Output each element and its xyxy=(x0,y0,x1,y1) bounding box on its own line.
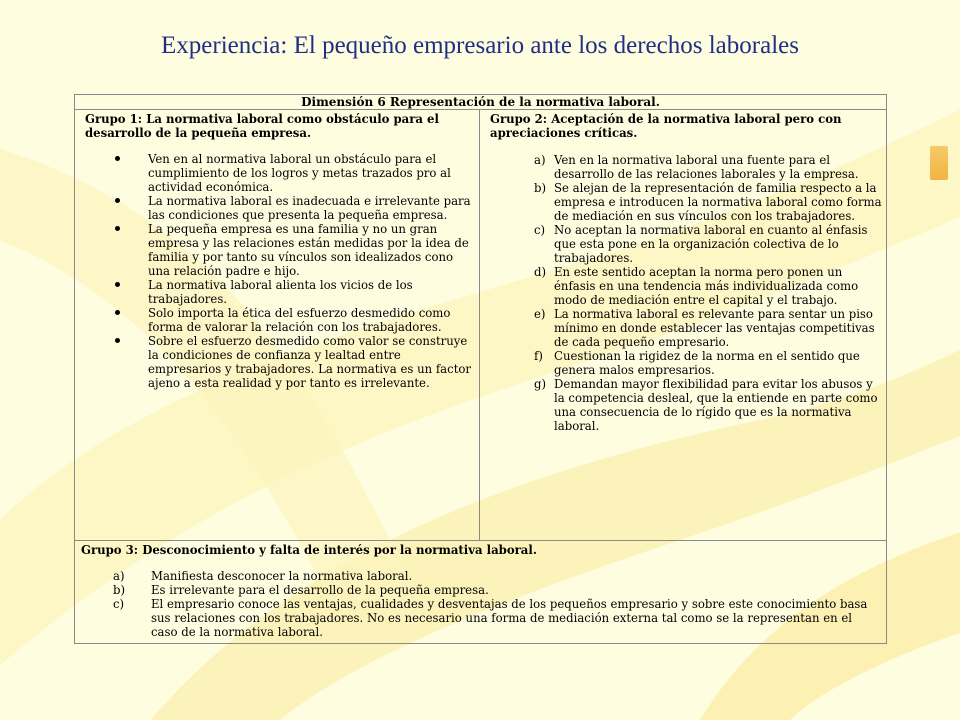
list-item: d) En este sentido aceptan la norma pero ponen un énfasis en una tendencia más individualizada como modo de mediación entre el capital y el trabajo. xyxy=(534,265,859,307)
list-item: f) Cuestionan la rigidez de la norma en el sentido que genera malos empresarios. xyxy=(534,349,860,377)
group2-list xyxy=(484,153,886,433)
bullet-icon xyxy=(115,282,120,287)
group3-cell xyxy=(75,541,887,644)
table-header: Dimensión 6 Representación de la normativa laboral. xyxy=(75,95,887,110)
group2-cell xyxy=(480,110,887,541)
bullet-icon xyxy=(115,198,120,203)
list-item: b) Se alejan de la representación de familia respecto a la empresa e introducen la normativa laboral como forma de mediación en sus vínculos con los trabajadores. xyxy=(534,181,882,223)
list-item: a) Ven en la normativa laboral una fuente para el desarrollo de las relaciones laborales y la empresa. xyxy=(534,153,859,181)
list-item: Ven en al normativa laboral un obstáculo para el cumplimiento de los logros y metas trazados pro al actividad económica. xyxy=(79,152,479,194)
list-item: e) La normativa laboral es relevante para sentar un piso mínimo en donde establecer las ventajas competitivas de cada pequeño empresario. xyxy=(534,307,875,349)
bullet-icon xyxy=(115,338,120,343)
representation-table xyxy=(74,94,887,644)
list-item: La normativa laboral es inadecuada e irrelevante para las condiciones que presenta la pequeña empresa. xyxy=(79,194,479,222)
list-item: b) Es irrelevante para el desarrollo de la pequeña empresa. xyxy=(113,583,489,597)
list-item: La pequeña empresa es una familia y no un gran empresa y las relaciones están medidas por la idea de familia y por tanto su vínculos son idealizados cono una relación padre e hijo. xyxy=(79,222,479,278)
bullet-icon xyxy=(115,156,120,161)
group3-title: Grupo 3: Desconocimiento y falta de interés por la normativa laboral. xyxy=(81,543,537,557)
list-item: c) No aceptan la normativa laboral en cuanto al énfasis que esta pone en la organización colectiva de lo trabajadores. xyxy=(534,223,868,265)
list-item: Sobre el esfuerzo desmedido como valor se construye la condiciones de confianza y lealtad entre empresarios y trabajadores. La normativa es un factor ajeno a esta realidad y por tanto es irrelevante. xyxy=(79,334,479,390)
list-item: a) Manifiesta desconocer la normativa laboral. xyxy=(113,569,413,583)
group3-list xyxy=(81,569,886,639)
slide-title: Experiencia: El pequeño empresario ante los derechos laborales xyxy=(161,32,799,59)
group1-title: Grupo 1: La normativa laboral como obstáculo para el desarrollo de la pequeña empresa. xyxy=(85,112,439,140)
list-item: g) Demandan mayor flexibilidad para evitar los abusos y la competencia desleal, que la entiende en parte como una consecuencia de lo rígido que es la normativa laboral. xyxy=(534,377,878,433)
bullet-icon xyxy=(115,226,120,231)
list-item: Solo importa la ética del esfuerzo desmedido como forma de valorar la relación con los trabajadores. xyxy=(79,306,479,334)
list-item: La normativa laboral alienta los vicios de los trabajadores. xyxy=(79,278,479,306)
group2-title: Grupo 2: Aceptación de la normativa laboral pero con apreciaciones críticas. xyxy=(490,112,842,140)
list-item: c) El empresario conoce las ventajas, cualidades y desventajas de los pequeños empresario y sobre este conocimiento basa sus relaciones con los trabajadores. No es necesario una forma de mediación externa tal como se la representan en el caso de la normativa laboral. xyxy=(113,597,868,639)
group1-list xyxy=(79,152,479,390)
decorative-block xyxy=(930,146,948,180)
bullet-icon xyxy=(115,310,120,315)
group1-cell xyxy=(75,110,480,541)
